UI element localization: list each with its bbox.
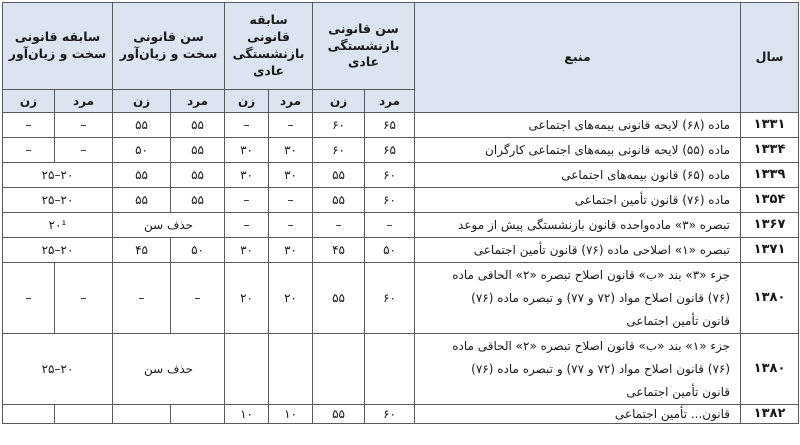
cell-hard-age-male: ۵۵ (171, 113, 225, 138)
year-cell: ۱۳۶۷ (741, 213, 799, 238)
source-line: قانون تأمین اجتماعی (626, 313, 731, 328)
cell-hard-age-female: ۵۵ (113, 188, 171, 213)
cell-age-female: ۶۰ (313, 138, 365, 163)
cell-service-male: – (269, 188, 313, 213)
source-cell: تبصره «۱» اصلاحی ماده (۷۶) قانون تأمین اجتماعی (415, 238, 741, 263)
table-row (3, 138, 799, 163)
cell-service-female: – (225, 213, 269, 238)
cell-hard-age-female: ۵۵ (113, 163, 171, 188)
table-row (3, 238, 799, 263)
cell-age-male: – (365, 213, 415, 238)
cell-hard-service-male: – (55, 113, 113, 138)
cell-service-male (269, 334, 313, 405)
header-hard-age: سن قانونی سخت و زیان‌آور (113, 3, 225, 90)
cell-age-female: ۵۵ (313, 163, 365, 188)
cell-age-female: ۵۵ (313, 263, 365, 334)
table-row (3, 213, 799, 238)
cell-hard-age-male: ۵۵ (171, 188, 225, 213)
cell-age-female: – (313, 213, 365, 238)
header-male: مرد (55, 90, 113, 113)
cell-service-male: ۱۰ (269, 405, 313, 424)
header-year: سال (741, 3, 799, 113)
source-cell: ماده (۶۵) قانون بیمه‌های اجتماعی (415, 163, 741, 188)
cell-hard-age: حذف سن (113, 213, 225, 238)
cell-hard-service: ۲۰–۲۵ (3, 163, 113, 188)
table-row (3, 163, 799, 188)
cell-hard-age-female: ۴۵ (113, 238, 171, 263)
cell-age-female: ۶۰ (313, 113, 365, 138)
source-cell: ماده (۵۵) لایحه قانونی بیمه‌های اجتماعی کارگران (415, 138, 741, 163)
source-cell (415, 334, 741, 405)
cell-age-male: ۶۵ (365, 138, 415, 163)
cell-service-male: ۳۰ (269, 238, 313, 263)
source-cell: ماده (۷۶) قانون تأمین اجتماعی (415, 188, 741, 213)
cell-hard-service: ۲۰–۲۵ (3, 334, 113, 405)
cell-age-female: ۵۵ (313, 188, 365, 213)
table-row (3, 113, 799, 138)
cell-age-female: ۴۵ (313, 238, 365, 263)
year-cell: ۱۳۷۱ (741, 238, 799, 263)
table-row (3, 334, 799, 405)
year-cell: ۱۳۸۰ (741, 334, 799, 405)
cell-service-male: ۳۰ (269, 138, 313, 163)
year-cell: ۱۳۳۱ (741, 113, 799, 138)
cell-hard-age-male: – (171, 263, 225, 334)
cell-age-male: ۶۰ (365, 405, 415, 424)
cell-hard-service-female: – (3, 138, 55, 163)
retirement-law-table (2, 2, 799, 424)
cell-hard-service-female: – (3, 263, 55, 334)
cell-service-female: ۲۰ (225, 263, 269, 334)
cell-hard-service: ۲۰–۲۵ (3, 188, 113, 213)
cell-age-male: ۶۰ (365, 163, 415, 188)
cell-service-female (225, 334, 269, 405)
cell-age-male (365, 334, 415, 405)
header-male: مرد (171, 90, 225, 113)
cell-hard-service: ۲۰¹ (3, 213, 113, 238)
year-cell: ۱۳۵۴ (741, 188, 799, 213)
source-line: جزء «۳» بند «ب» قانون اصلاح تبصره «۲» الحاقی ماده (452, 267, 731, 282)
source-line: (۷۶) قانون اصلاح مواد (۷۲ و ۷۷) و تبصره ماده (۷۶) (471, 361, 731, 376)
header-retire-service: سابقه قانونی بازنشستگی عادی (225, 3, 313, 90)
cell-service-female: ۳۰ (225, 163, 269, 188)
cell-hard-service-male: – (55, 263, 113, 334)
table-row (3, 405, 799, 424)
cell-hard-age-male: ۵۵ (171, 138, 225, 163)
table-row (3, 188, 799, 213)
cell-service-female: – (225, 188, 269, 213)
cell-hard-service-male: – (55, 138, 113, 163)
table-row (3, 263, 799, 334)
header-male: مرد (269, 90, 313, 113)
year-cell: ۱۳۸۰ (741, 263, 799, 334)
cell-hard-age-male: ۵۰ (171, 238, 225, 263)
cell-service-male: ۳۰ (269, 163, 313, 188)
cell-hard-age-male: ۵۵ (171, 163, 225, 188)
cell-hard-service-female: – (3, 113, 55, 138)
header-female: زن (313, 90, 365, 113)
cell-hard-age-female (113, 405, 171, 424)
cell-hard-age-male (171, 405, 225, 424)
header-female: زن (3, 90, 55, 113)
source-cell: تبصره «۳» ماده‌واحده قانون بازنشستگی پیش از موعد (415, 213, 741, 238)
year-cell: ۱۳۳۴ (741, 138, 799, 163)
cell-service-female: ۳۰ (225, 238, 269, 263)
header-male: مرد (365, 90, 415, 113)
header-retire-age: سن قانونی بازنشستگی عادی (313, 3, 415, 90)
cell-hard-age-female: – (113, 263, 171, 334)
cell-hard-service-female (3, 405, 55, 424)
cell-age-male: ۶۵ (365, 113, 415, 138)
header-female: زن (225, 90, 269, 113)
cell-service-female: ۳۰ (225, 138, 269, 163)
header-hard-service: سابقه قانونی سخت و زیان‌آور (3, 3, 113, 90)
header-female: زن (113, 90, 171, 113)
cell-hard-age-female: ۵۵ (113, 113, 171, 138)
header-source: منبع (415, 3, 741, 113)
cell-service-male: – (269, 113, 313, 138)
cell-service-female: – (225, 113, 269, 138)
cell-hard-age: حذف سن (113, 334, 225, 405)
cell-age-female: ۵۵ (313, 405, 365, 424)
cell-service-male: ۲۰ (269, 263, 313, 334)
cell-service-female: ۱۰ (225, 405, 269, 424)
cell-hard-service: ۲۰–۲۵ (3, 238, 113, 263)
source-cell: ماده (۶۸) لایحه قانونی بیمه‌های اجتماعی (415, 113, 741, 138)
source-line: جزء «۱» بند «ب» قانون اصلاح تبصره «۲» الحاقی ماده (452, 338, 731, 353)
cell-age-male: ۶۰ (365, 263, 415, 334)
cell-age-male: ۵۰ (365, 238, 415, 263)
cell-age-female (313, 334, 365, 405)
cell-hard-age-female: ۵۰ (113, 138, 171, 163)
retirement-table-container (2, 2, 798, 424)
cell-hard-service-male (55, 405, 113, 424)
source-cell: قانون... تأمین اجتماعی (415, 405, 741, 424)
cell-service-male: – (269, 213, 313, 238)
year-cell: ۱۳۳۹ (741, 163, 799, 188)
source-line: (۷۶) قانون اصلاح مواد (۷۲ و ۷۷) و تبصره ماده (۷۶) (471, 290, 731, 305)
cell-age-male: ۶۰ (365, 188, 415, 213)
source-cell (415, 263, 741, 334)
source-line: قانون تأمین اجتماعی (626, 384, 731, 399)
year-cell: ۱۳۸۲ (741, 405, 799, 424)
